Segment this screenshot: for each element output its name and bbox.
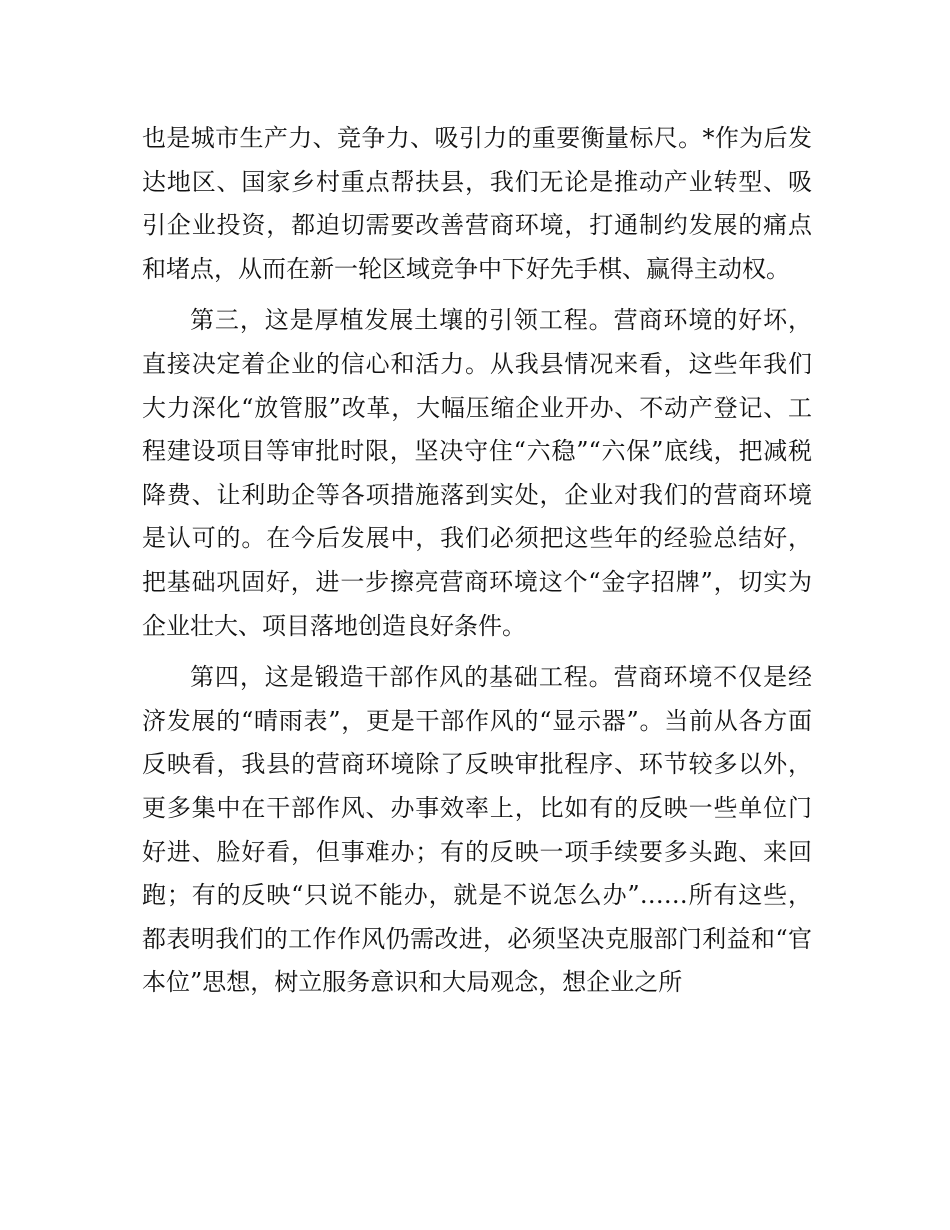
paragraph-continuation: 也是城市生产力、竞争力、吸引力的重要衡量标尺。*作为后发达地区、国家乡村重点帮扶县，我们无论是推动产业转型、吸引企业投资，都迫切需要改善营商环境，打通制约发展的痛点和堵点，从而在新一轮区域竞争中下好先手棋、赢得主动权。 — [142, 124, 812, 283]
document-body — [142, 117, 812, 1013]
paragraph-third-point: 第三，这是厚植发展土壤的引领工程。营商环境的好坏，直接决定着企业的信心和活力。从我县情况来看，这些年我们大力深化“放管服”改革，大幅压缩企业开办、不动产登记、工程建设项目等审批时限，坚决守住“六稳”“六保”底线，把减税降费、让利助企等各项措施落到实处，企业对我们的营商环境是认可的。在今后发展中，我们必须把这些年的经验总结好，把基础巩固好，进一步擦亮营商环境这个“金字招牌”，切实为企业壮大、项目落地创造良好条件。 — [142, 306, 812, 640]
paragraph-fourth-point: 第四，这是锻造干部作风的基础工程。营商环境不仅是经济发展的“晴雨表”，更是干部作风的“显示器”。当前从各方面反映看，我县的营商环境除了反映审批程序、环节较多以外，更多集中在干部作风、办事效率上，比如有的反映一些单位门好进、脸好看，但事难办；有的反映一项手续要多头跑、来回跑；有的反映“只说不能办，就是不说怎么办”……所有这些，都表明我们的工作作风仍需改进，必须坚决克服部门利益和“官本位”思想，树立服务意识和大局观念，想企业之所 — [142, 663, 812, 997]
